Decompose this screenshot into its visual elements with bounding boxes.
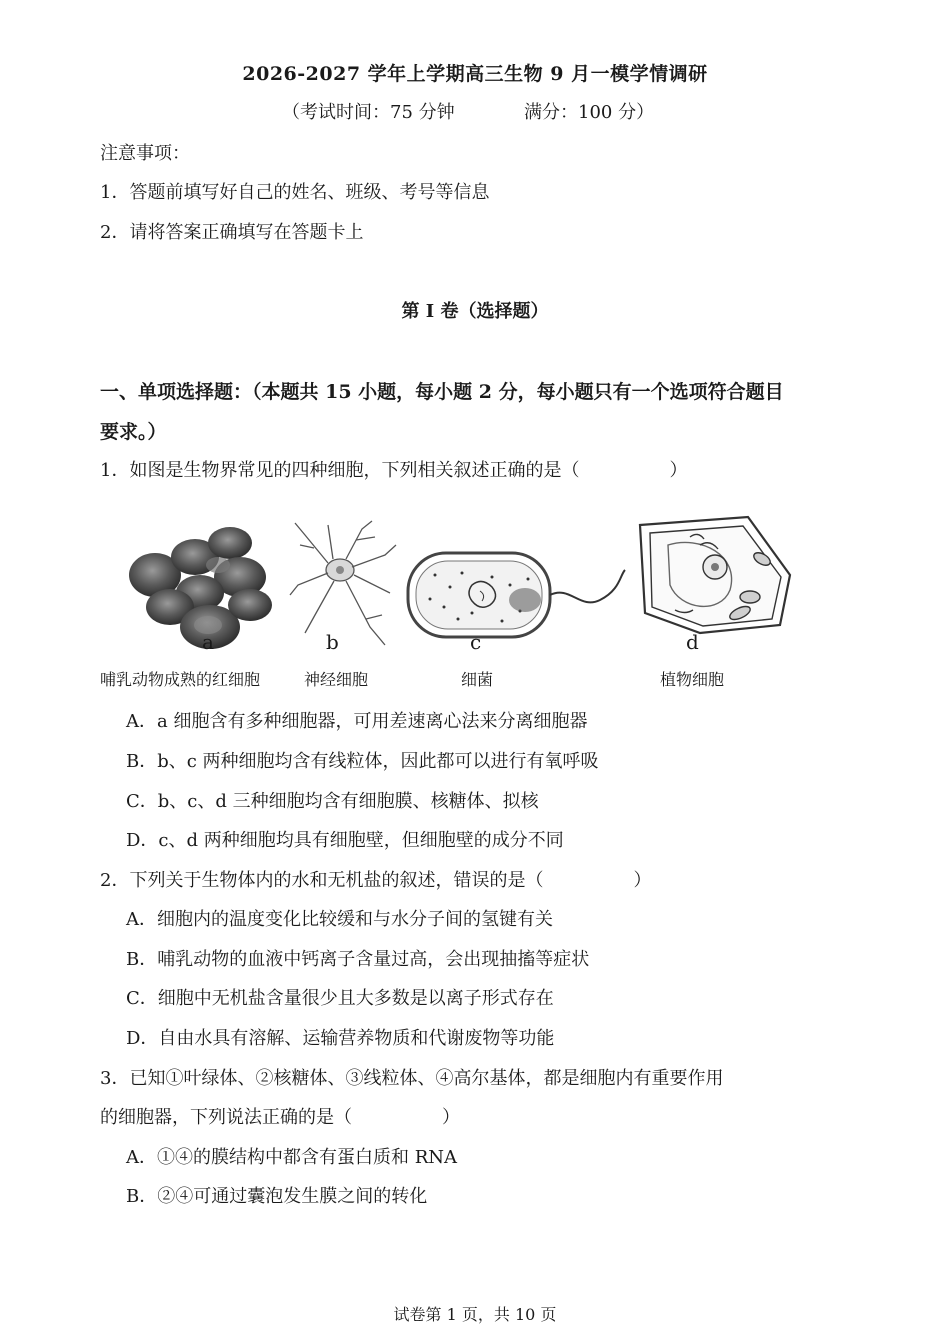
q1-option-c: C．b、c、d 三种细胞均含有细胞膜、核糖体、拟核 xyxy=(126,791,539,812)
red-blood-cells-icon xyxy=(129,527,272,649)
q3-stem-line1: 3．已知①叶绿体、②核糖体、③线粒体、④高尔基体，都是细胞内有重要作用 xyxy=(100,1068,724,1089)
q1-option-d: D．c、d 两种细胞均具有细胞壁，但细胞壁的成分不同 xyxy=(126,830,564,851)
notice-item-2: 2．请将答案正确填写在答题卡上 xyxy=(100,222,364,243)
notice-item-1: 1．答题前填写好自己的姓名、班级、考号等信息 xyxy=(100,182,490,203)
q1-option-a: A．a 细胞含有多种细胞器，可用差速离心法来分离细胞器 xyxy=(126,711,588,732)
q3-stem-line2: 的细胞器，下列说法正确的是（ ） xyxy=(100,1107,460,1128)
caption-red-blood-cell: 哺乳动物成熟的红细胞 xyxy=(100,670,261,689)
q2-option-a: A．细胞内的温度变化比较缓和与水分子间的氢键有关 xyxy=(126,909,553,930)
part-title: 第 I 卷（选择题） xyxy=(401,301,549,322)
cell-illustration xyxy=(100,515,860,690)
caption-plant-cell: 植物细胞 xyxy=(660,670,725,689)
neuron-icon xyxy=(290,521,396,645)
label-b: b xyxy=(326,630,339,654)
q2-stem: 2．下列关于生物体内的水和无机盐的叙述，错误的是（ ） xyxy=(100,870,652,891)
label-a: a xyxy=(202,630,214,654)
q3-option-a: A．①④的膜结构中都含有蛋白质和 RNA xyxy=(126,1147,458,1168)
q1-stem: 1．如图是生物界常见的四种细胞，下列相关叙述正确的是（ ） xyxy=(100,460,688,481)
notice-heading: 注意事项： xyxy=(100,143,190,164)
q1-option-b: B．b、c 两种细胞均含有线粒体，因此都可以进行有氧呼吸 xyxy=(126,751,599,772)
q2-option-b: B．哺乳动物的血液中钙离子含量过高，会出现抽搐等症状 xyxy=(126,949,590,970)
label-c: c xyxy=(470,630,482,654)
plant-cell-icon xyxy=(640,517,790,633)
section-heading-line1: 一、单项选择题：（本题共 15 小题，每小题 2 分，每小题只有一个选项符合题目 xyxy=(100,381,784,403)
caption-neuron: 神经细胞 xyxy=(304,670,369,689)
caption-bacterium: 细菌 xyxy=(461,670,494,689)
page-footer: 试卷第 1 页，共 10 页 xyxy=(393,1305,557,1324)
exam-time: （考试时间：75 分钟 xyxy=(282,102,455,123)
section-heading-line2: 要求。） xyxy=(100,421,167,443)
bacterium-icon xyxy=(408,553,625,637)
q2-option-c: C．细胞中无机盐含量很少且大多数是以离子形式存在 xyxy=(126,988,554,1009)
cell-figure xyxy=(100,515,860,690)
exam-title: 2026-2027 学年上学期高三生物 9 月一模学情调研 xyxy=(242,63,708,85)
q3-option-b: B．②④可通过囊泡发生膜之间的转化 xyxy=(126,1186,428,1207)
label-d: d xyxy=(686,630,699,654)
q2-option-d: D．自由水具有溶解、运输营养物质和代谢废物等功能 xyxy=(126,1028,555,1049)
full-score: 满分：100 分） xyxy=(524,102,655,123)
